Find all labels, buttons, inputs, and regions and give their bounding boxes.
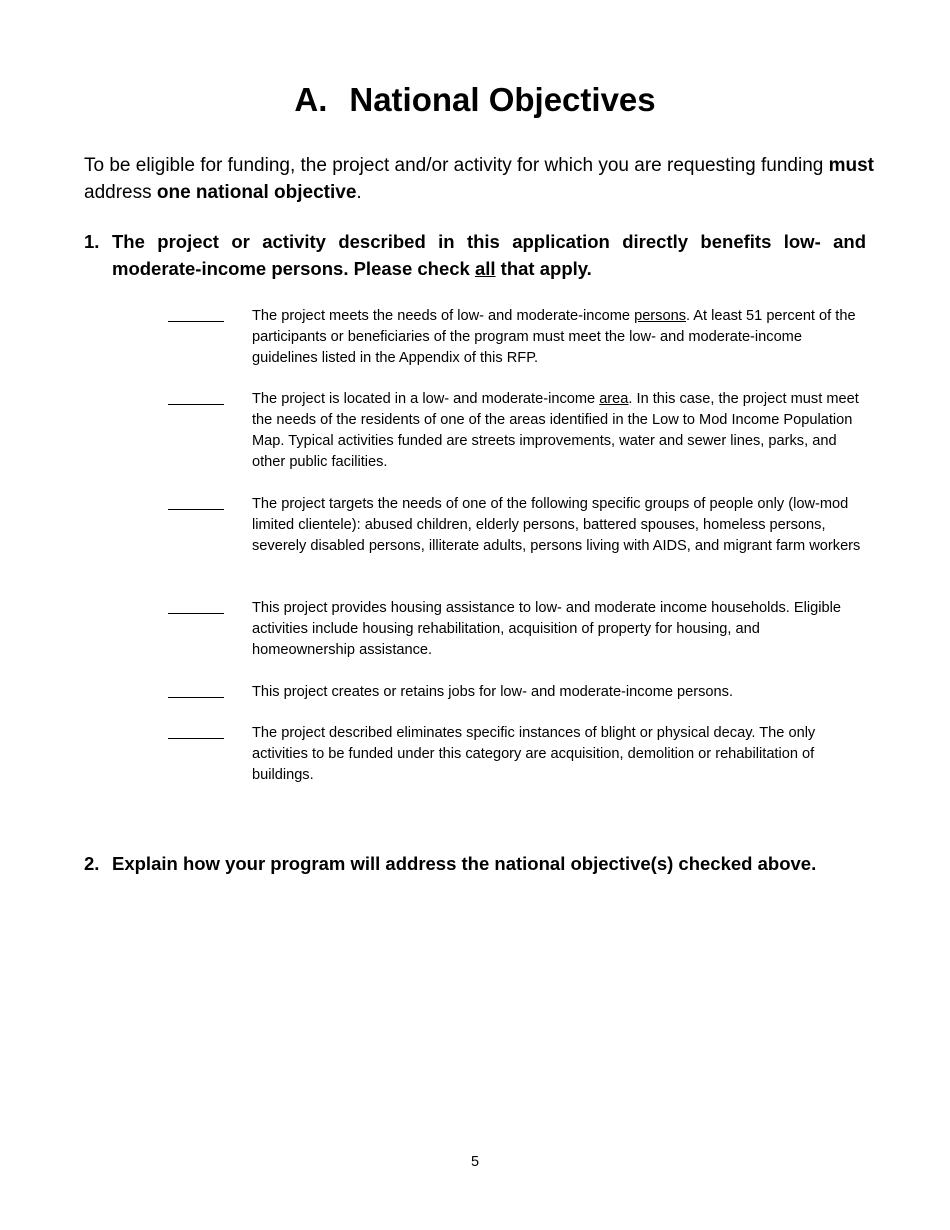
checkbox-blank[interactable] bbox=[168, 321, 224, 322]
question-2 bbox=[84, 850, 866, 877]
objective-emphasis: one national objective bbox=[156, 182, 357, 203]
option-text: This project creates or retains jobs for low- and moderate-income persons. bbox=[252, 684, 733, 700]
option-text: The project meets the needs of low- and moderate-income persons. At least 51 percent of the participants or beneficiaries of the program must meet the low- and moderate-income guidelines listed in the Appendix of this RFP. bbox=[252, 308, 856, 366]
question-1 bbox=[84, 228, 866, 282]
checkbox-blank[interactable] bbox=[168, 738, 224, 739]
section-letter: A. bbox=[294, 81, 328, 118]
checkbox-blank[interactable] bbox=[168, 509, 224, 510]
page-number: 5 bbox=[470, 1154, 480, 1170]
page-title bbox=[0, 78, 950, 122]
question-number: 2. bbox=[84, 853, 100, 874]
question-number: 1. bbox=[84, 231, 100, 252]
section-title: National Objectives bbox=[349, 81, 656, 118]
checkbox-blank[interactable] bbox=[168, 404, 224, 405]
checkbox-blank[interactable] bbox=[168, 613, 224, 614]
all-underlined: all bbox=[474, 258, 496, 279]
option-text: The project targets the needs of one of the following specific groups of people only (low-mod limited clientele): abused children, elderly persons, battered spouses, homeless persons, severely disabled persons, illiterate adults, persons living with AIDS, and migrant farm workers bbox=[252, 496, 861, 554]
checkbox-blank[interactable] bbox=[168, 697, 224, 698]
option-text: The project described eliminates specific instances of blight or physical decay. The only activities to be funded under this category are acquisition, demolition or rehabilitation of buildings. bbox=[252, 725, 816, 783]
question-text: The project or activity described in this application directly benefits low- and moderate-income persons. Please check all that apply. bbox=[112, 231, 866, 279]
question-text: Explain how your program will address the national objective(s) checked above. bbox=[112, 853, 817, 874]
intro-paragraph: To be eligible for funding, the project and/or activity for which you are requesting funding must address one national objective. bbox=[84, 155, 875, 203]
option-text: The project is located in a low- and moderate-income area. In this case, the project must meet the needs of the residents of one of the areas identified in the Low to Mod Income Population Map. Typical activities funded are streets improvements, water and sewer lines, parks, and other public facilities. bbox=[252, 391, 859, 470]
must-emphasis: must bbox=[828, 155, 875, 176]
option-text: This project provides housing assistance to low- and moderate income households. Eligible activities include housing rehabilitation, acquisition of property for housing, and homeownership assistance. bbox=[252, 600, 841, 658]
